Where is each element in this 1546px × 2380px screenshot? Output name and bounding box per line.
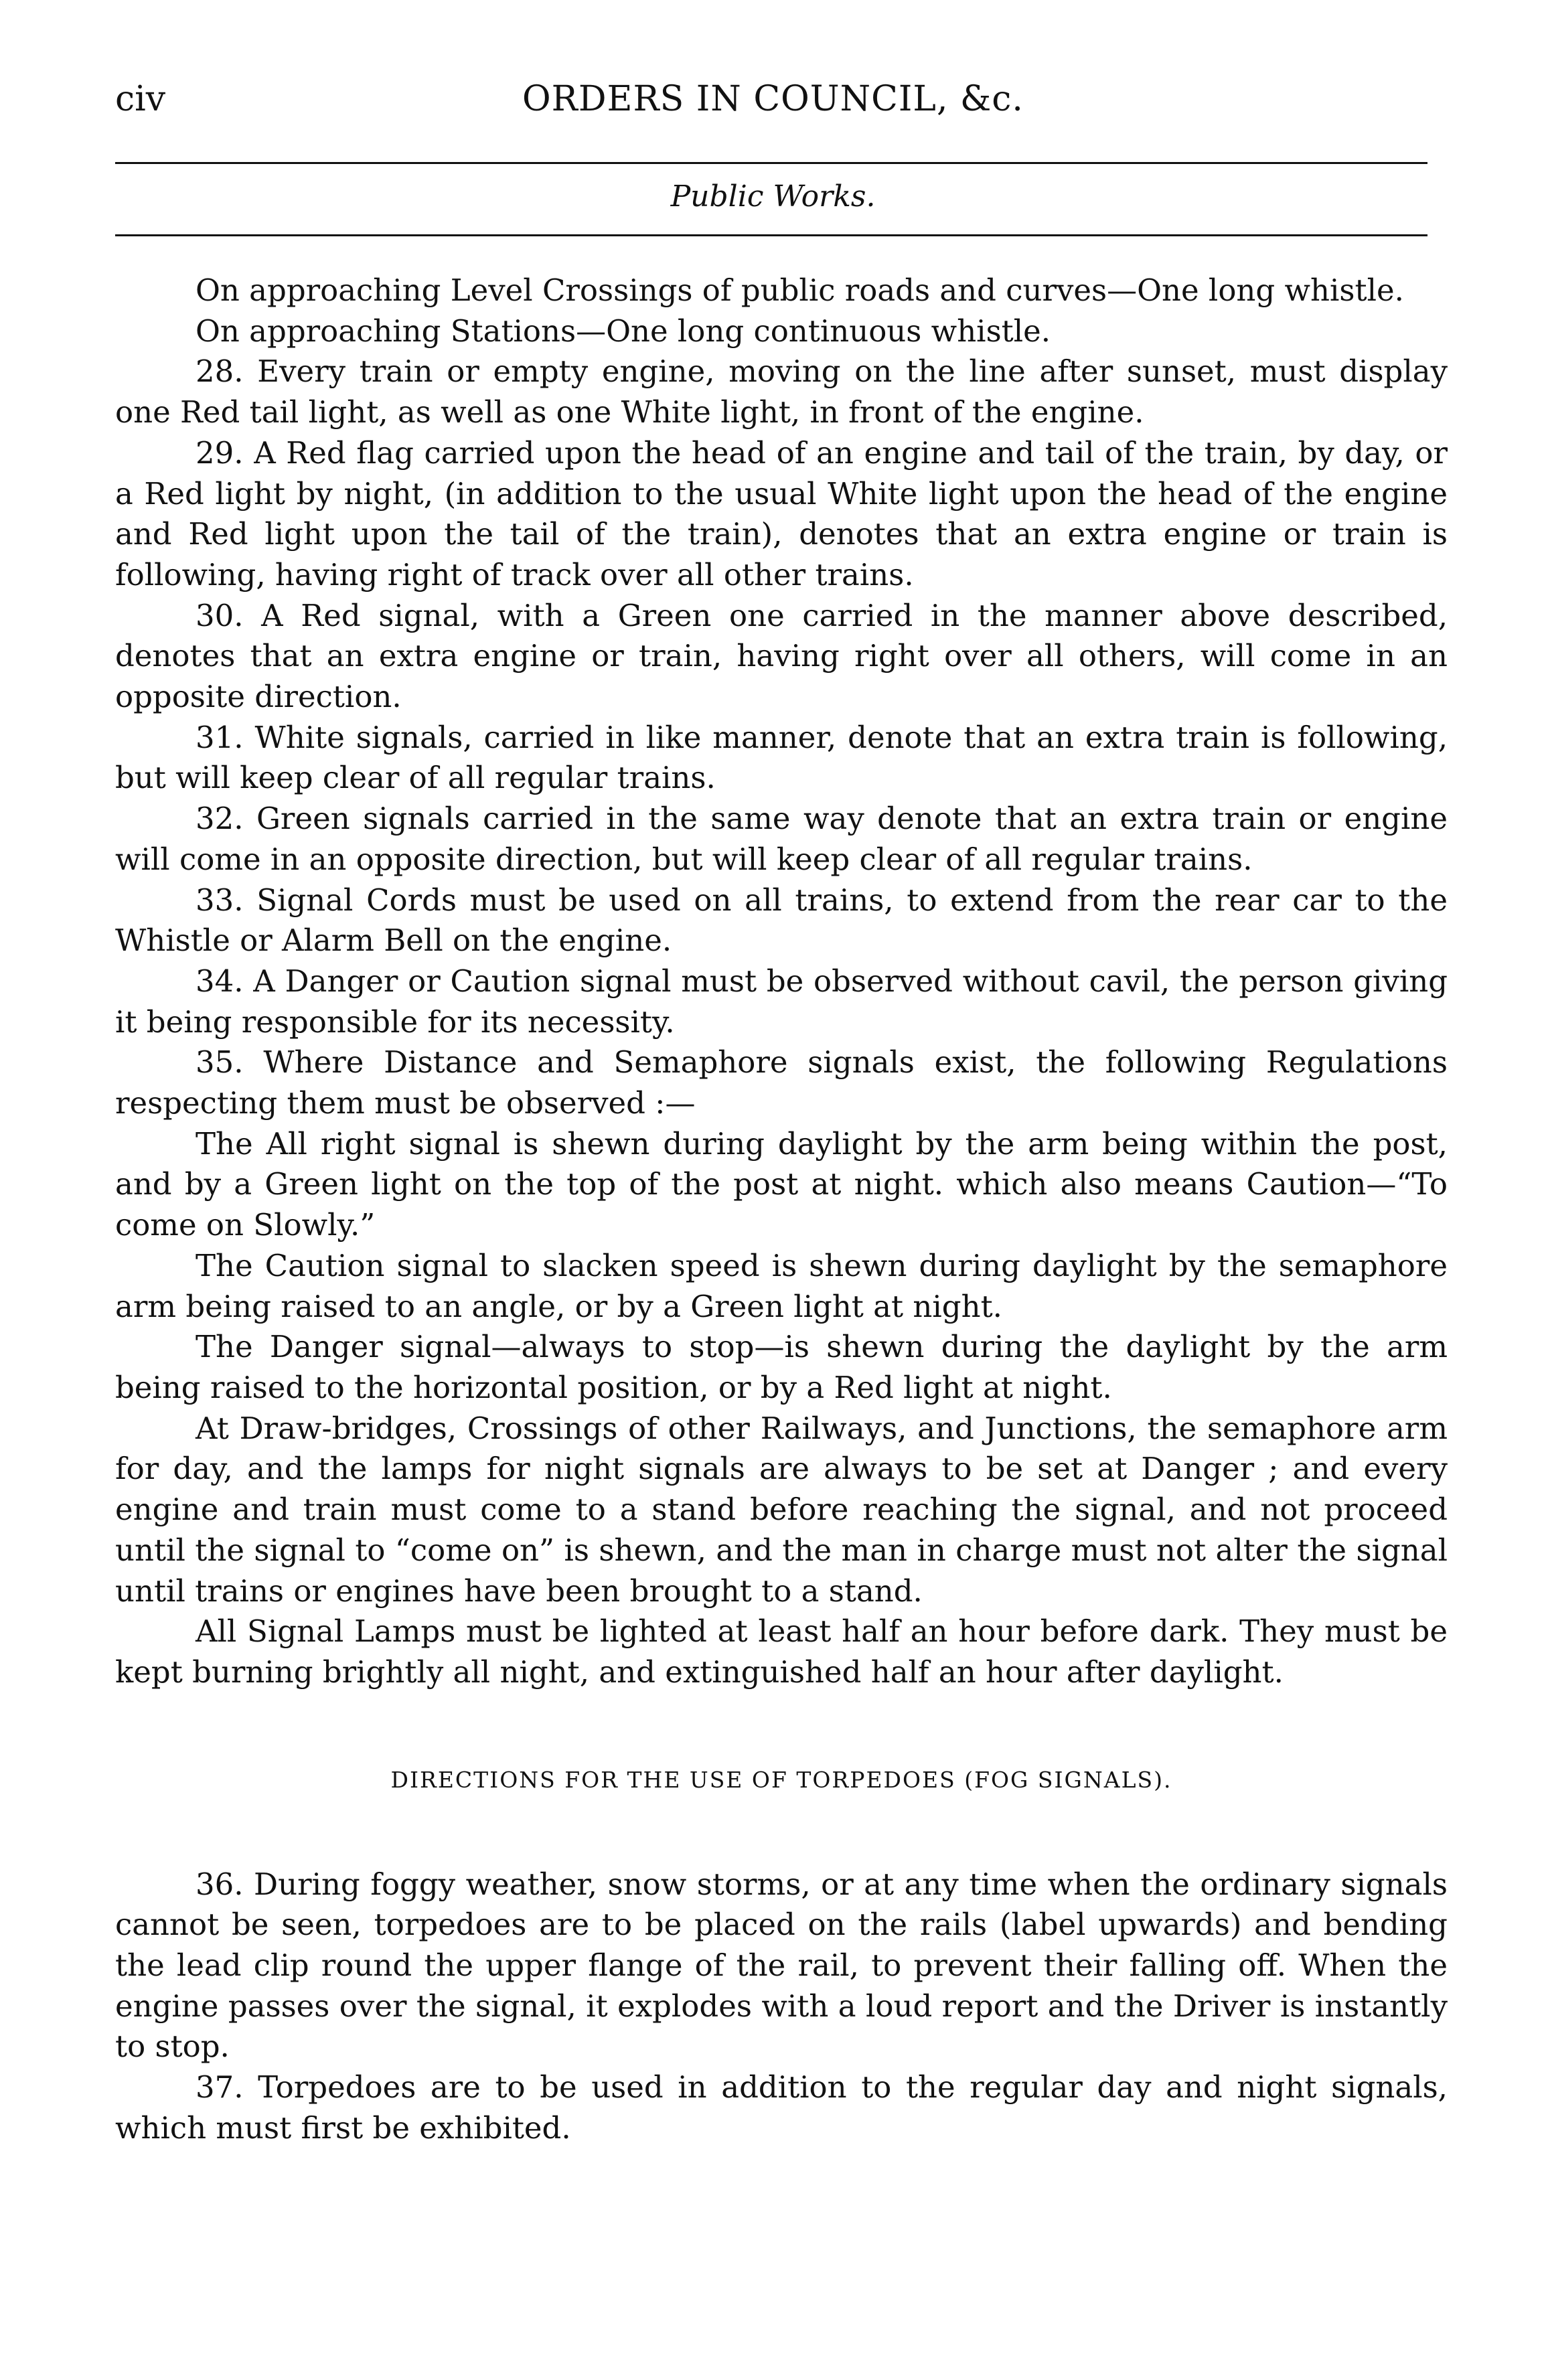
paragraph-draw-bridges: At Draw-bridges, Crossings of other Railways, and Junctions, the semaphore arm for day, and the lamps for night signals are always to be set at Danger ; and every engine and train must come to a stand before reaching the signal, and not proceed until the signal to “come on” is shewn, and the man in charge must not alter the signal until trains or engines have been brought to a stand. (115, 1410, 1448, 1609)
running-title: ORDERS IN COUNCIL, &c. (522, 79, 1024, 119)
paragraph-signal-lamps: All Signal Lamps must be lighted at least half an hour before dark. They must be kept burning brightly all night, and extinguished half an hour after daylight. (115, 1613, 1448, 1690)
paragraph-stations: On approaching Stations—One long continuous whistle. (196, 313, 1051, 349)
paragraph-36: 36. During foggy weather, snow storms, or at any time when the ordinary signals cannot be seen, torpedoes are to be placed on the rails (label upwards) and bending the lead clip round the upper flange of the rail, to prevent their falling off. When the engine passes over the signal, it explodes with a loud report and the Driver is instantly to stop. (115, 1866, 1448, 2065)
paragraph-34: 34. A Danger or Caution signal must be observed without cavil, the person giving it being responsible for its necessity. (115, 963, 1448, 1040)
paragraph-30: 30. A Red signal, with a Green one carried in the manner above described, denotes that an extra engine or train, having right over all others, will come in an opposite direction. (115, 597, 1448, 715)
paragraph-33: 33. Signal Cords must be used on all trains, to extend from the rear car to the Whistle or Alarm Bell on the engine. (115, 882, 1448, 959)
section-subtitle: Public Works. (670, 179, 876, 214)
paragraph-level-crossings: On approaching Level Crossings of public roads and curves—One long whistle. (196, 272, 1404, 308)
paragraph-35: 35. Where Distance and Semaphore signals exist, the following Regulations respecting them must be observed :— (115, 1044, 1448, 1121)
paragraph-37: 37. Torpedoes are to be used in addition to the regular day and night signals, which must first be exhibited. (115, 2069, 1448, 2146)
page-number: civ (115, 79, 166, 119)
paragraph-28: 28. Every train or empty engine, moving on the line after sunset, must display one Red tail light, as well as one White light, in front of the engine. (115, 353, 1448, 430)
header-rule-bottom (115, 234, 1427, 236)
paragraph-31: 31. White signals, carried in like manner, denote that an extra train is following, but will keep clear of all regular trains. (115, 719, 1448, 796)
paragraph-32: 32. Green signals carried in the same way denote that an extra train or engine will come in an opposite direction, but will keep clear of all regular trains. (115, 801, 1448, 877)
header-rule-top (115, 162, 1427, 164)
paragraph-danger-signal: The Danger signal—always to stop—is shewn during the daylight by the arm being raised to the horizontal position, or by a Red light at night. (115, 1329, 1448, 1405)
paragraph-caution-signal: The Caution signal to slacken speed is shewn during daylight by the semaphore arm being raised to an angle, or by a Green light at night. (115, 1247, 1448, 1324)
paragraph-29: 29. A Red flag carried upon the head of an engine and tail of the train, by day, or a Red light by night, (in addition to the usual White light upon the head of the engine and Red light upon the tail of the train), denotes that an extra engine or train is following, having right of track over all other trains. (115, 434, 1448, 592)
body-text (115, 270, 1448, 2149)
paragraph-all-right-signal: The All right signal is shewn during daylight by the arm being within the post, and by a Green light on the top of the post at night. which also means Caution—“To come on Slowly.” (115, 1125, 1448, 1243)
section-heading-torpedoes: DIRECTIONS FOR THE USE OF TORPEDOES (FOG SIGNALS). (390, 1766, 1172, 1793)
